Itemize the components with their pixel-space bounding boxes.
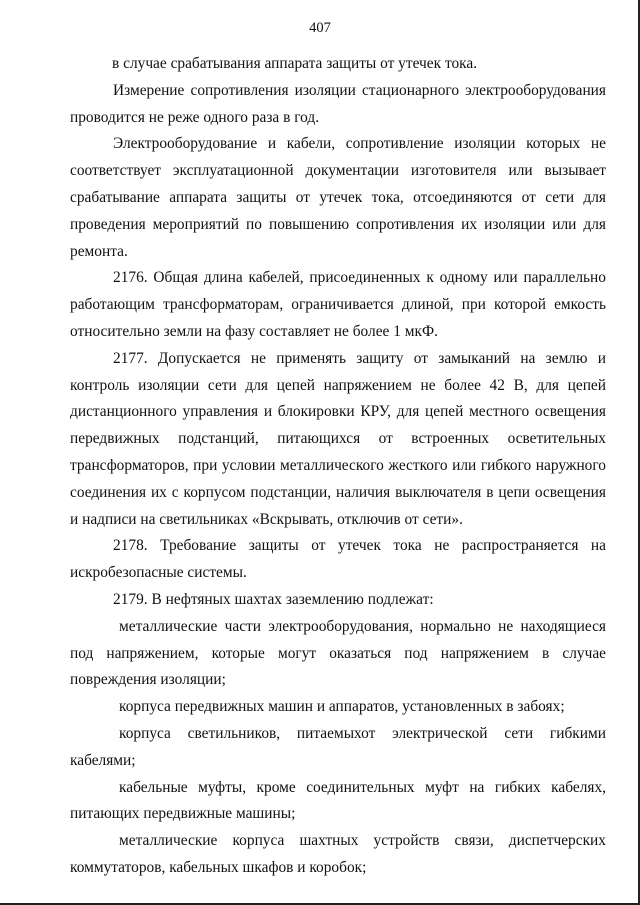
list-item-cable-sleeves: кабельные муфты, кроме соединительных муфт на гибких кабелях, питающих передвижные машины; xyxy=(70,778,606,823)
paragraph-2177: 2177. Допускается не применять защиту от замыканий на землю и контроль изоляции сети для цепей напряжением не более 42 В, для цепей дистанционного управления и блокировки КРУ, для цепей местного освещения передвижных подстанций, питающихся от встроенных осветительных трансформаторов, при условии металлического жесткого или гибкого наружного соединения их с корпусом подстанции, наличия выключателя в цепи освещения и надписи на светильниках «Вскрывать, отключив от сети». xyxy=(70,349,606,528)
list-item-machine-housings: корпуса передвижных машин и аппаратов, установленных в забоях; xyxy=(119,698,565,716)
paragraph-disconnection: Электрооборудование и кабели, сопротивление изоляции которых не соответствует эксплуатационной документации изготовителя или вызывает срабатывание аппарата защиты от утечек тока, отсоединяются от сети для проведения мероприятий по повышению сопротивления их изоляции или для ремонта. xyxy=(70,135,606,260)
paragraph-2179: 2179. В нефтяных шахтах заземлению подлежат: xyxy=(113,590,434,608)
list-item-communication-housings: металлические корпуса шахтных устройств связи, диспетчерских коммутаторов, кабельных шкафов и коробок; xyxy=(70,832,606,876)
paragraph-2178: 2178. Требование защиты от утечек тока не распространяется на искробезопасные системы. xyxy=(70,537,606,582)
paragraph-continuation: в случае срабатывания аппарата защиты от утечек тока. xyxy=(112,55,478,72)
page-number: 407 xyxy=(309,20,331,36)
paragraph-insulation-measurement: Измерение сопротивления изоляции стационарного электрооборудования проводится не реже одного раза в год. xyxy=(70,81,606,126)
document-body xyxy=(70,51,606,882)
paragraph-2176: 2176. Общая длина кабелей, присоединенных к одному или параллельно работающим трансформаторам, ограничивается длиной, при которой емкость относительно земли на фазу составляет не более 1 мкФ. xyxy=(70,269,606,340)
list-item-metal-parts: металлические части электрооборудования, нормально не находящиеся под напряжением, которые могут оказаться под напряжением в случае повреждения изоляции; xyxy=(70,617,606,689)
list-item-lamp-housings: корпуса светильников, питаемыхот электрической сети гибкими кабелями; xyxy=(70,724,606,769)
